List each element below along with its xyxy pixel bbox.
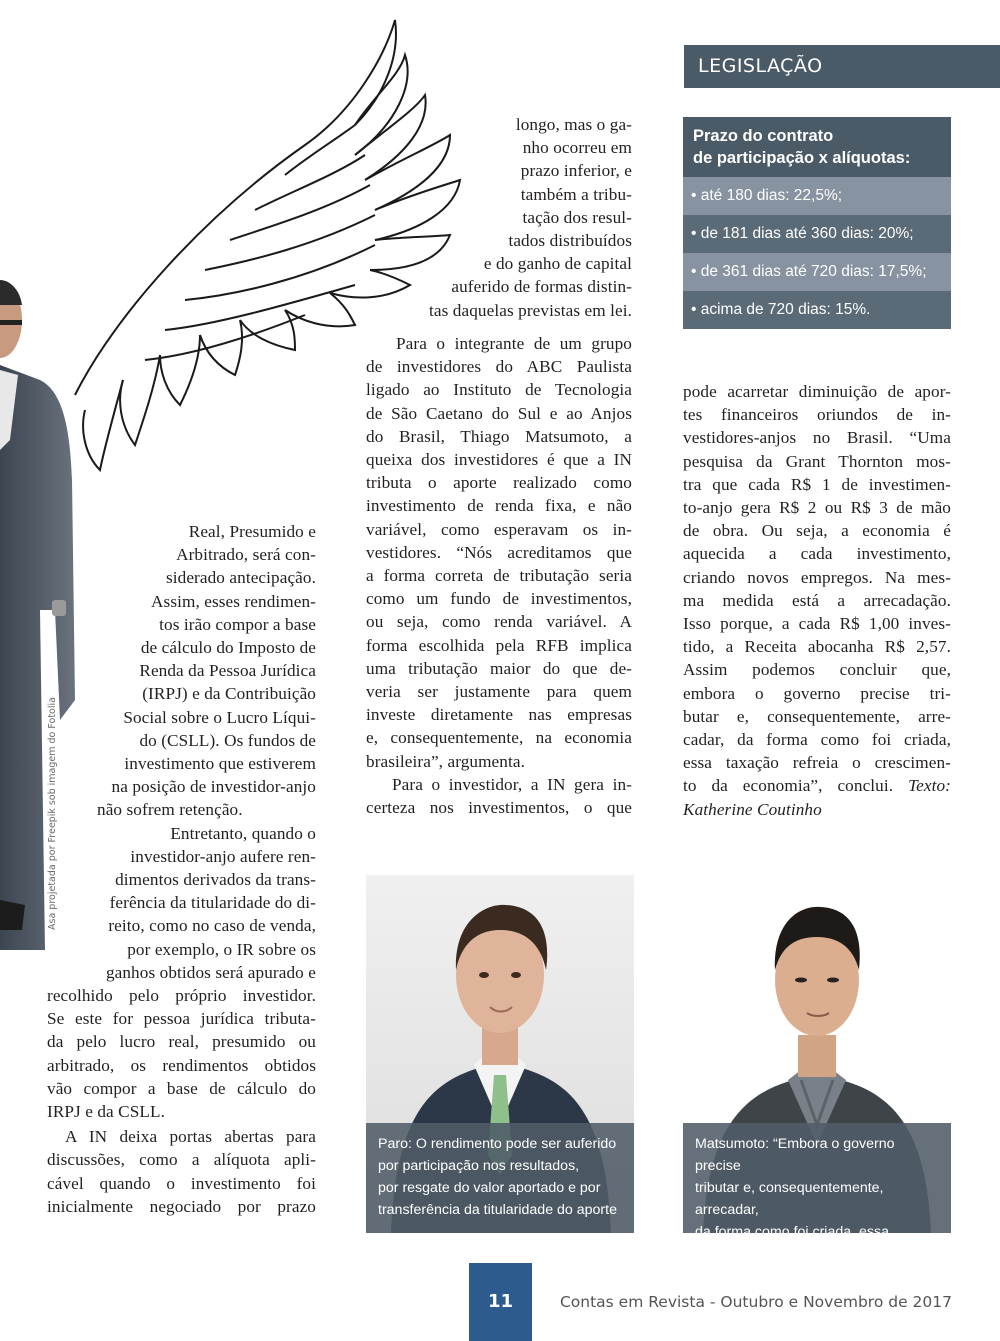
text-line: IRPJ e da CSLL. (47, 1102, 165, 1122)
photo-paro (366, 875, 634, 1233)
text-line: Real, Presumido e (188, 522, 316, 541)
caption-matsumoto (683, 1123, 951, 1284)
text-line: auferido de formas distin- (451, 277, 632, 297)
text-line: ou seja, como renda variável. A (366, 612, 632, 632)
footer-publication: Contas em Revista - Outubro e Novembro de 2017 (559, 1293, 952, 1311)
text-line: tributa o aporte realizado como (366, 473, 632, 493)
text-line: tra que cada R$ 1 de investimen- (683, 474, 951, 494)
tax-rate-row: • de 181 dias até 360 dias: 20%; (683, 215, 951, 253)
text-line: de cálculo do Imposto de (140, 638, 316, 658)
caption-line: Matsumoto: “Embora o governo precise (695, 1136, 895, 1174)
text-line: cável quando o investimento foi (47, 1173, 316, 1193)
text-line: e do ganho de capital (483, 254, 632, 274)
caption-line: tributar e, consequentemente, arrecadar, (695, 1180, 884, 1218)
text-line: A IN deixa portas abertas para (65, 1127, 316, 1147)
text-line: Renda da Pessoa Jurídica (139, 661, 316, 681)
text-line: tados distribuídos (508, 231, 632, 251)
text-line: e, consequentemente, na economia (366, 728, 632, 748)
text-line: de São Caetano do Sul e ao Anjos (366, 403, 632, 423)
article-column-left (47, 520, 316, 1218)
text-line: investe diretamente nas empresas (366, 705, 632, 725)
caption-line: Paro: O rendimento pode ser auferido (378, 1136, 617, 1152)
text-line: Isso porque, a cada R$ 1,00 inves- (683, 614, 951, 634)
text-line: arbitrado, os rendimentos obtidos (47, 1055, 316, 1075)
byline (683, 798, 951, 821)
caption-line: transferência da titularidade do aporte (378, 1202, 617, 1218)
text-line: investimento de renda fixa, e não (366, 496, 632, 516)
tax-rate-row: • até 180 dias: 22,5%; (683, 177, 951, 215)
text-line: embora o governo precise tri- (683, 683, 951, 703)
text-line: ferência da titularidade do di- (109, 893, 316, 913)
text-line: vestidores. “Nós acreditamos que (366, 542, 632, 562)
text-line: to-anjo gera R$ 2 ou R$ 3 de mão (683, 498, 951, 518)
text-line: tas daquelas previstas em lei. (429, 300, 632, 320)
caption-line: por resgate do valor aportado e por (378, 1180, 601, 1196)
text-line: inicialmente negociado por prazo (47, 1196, 316, 1216)
text-line: na posição de investidor-anjo (111, 777, 316, 797)
text-line: Social sobre o Lucro Líqui- (123, 707, 316, 727)
tax-rate-title-line: Prazo do contrato (693, 127, 834, 145)
text-line (683, 774, 951, 797)
text-line: Assim podemos concluir que, (683, 660, 951, 680)
text-line: Assim, esses rendimen- (151, 591, 316, 611)
text-line: Arbitrado, será con- (176, 545, 316, 565)
text-line: como um fundo de investimentos, (366, 589, 632, 609)
photo-matsumoto (683, 875, 951, 1284)
text-line: prazo inferior, e (520, 161, 632, 181)
tax-rate-box-title (683, 117, 951, 177)
text-line: ligado ao Instituto de Tecnologia (366, 380, 632, 400)
text-line: investimento que estiverem (124, 754, 316, 774)
text-line: a forma correta de tributação seria (366, 566, 632, 586)
article-column-right (683, 380, 951, 821)
text-line: nho ocorreu em (522, 138, 632, 158)
caption-line: por participação nos resultados, (378, 1158, 580, 1174)
text-line: tos irão compor a base (159, 614, 316, 634)
caption-line: da forma como foi criada, essa taxação (695, 1224, 889, 1262)
text-line: Para o investidor, a IN gera in- (392, 774, 632, 794)
tax-rate-row: • de 361 dias até 720 dias: 17,5%; (683, 253, 951, 291)
text-line: de investidores do ABC Paulista (366, 357, 632, 377)
text-line: tido, a Receita abocanha R$ 2,57. (683, 637, 951, 657)
text-line: não sofrem retenção. (97, 800, 243, 820)
text-line: queixa dos investidores é que a IN (366, 450, 632, 470)
text-line: (IRPJ) e da Contribuição (142, 684, 316, 704)
caption-paro (366, 1123, 634, 1233)
tax-rate-row: • acima de 720 dias: 15%. (683, 291, 951, 329)
text-line: forma escolhida pela RFB implica (366, 635, 632, 655)
byline-label: Texto: (908, 776, 951, 796)
byline-author: Katherine Coutinho (683, 799, 822, 819)
text-line-end: to da economia”, conclui. (683, 776, 894, 796)
text-line: Se este for pessoa jurídica tributa- (47, 1009, 316, 1029)
article-column-middle-top (366, 113, 632, 322)
text-line: certeza nos investimentos, o que (366, 798, 632, 818)
text-line: Para o integrante de um grupo (396, 334, 632, 353)
text-line: criando novos empregos. Na mes- (683, 567, 951, 587)
text-line: aquecida a cada investimento, (683, 544, 951, 564)
article-column-middle (366, 332, 632, 819)
text-line: tação dos resul- (522, 207, 632, 227)
text-line: vestidores-anjos no Brasil. “Uma (683, 428, 951, 448)
text-line: longo, mas o ga- (515, 115, 632, 134)
text-line: por exemplo, o IR sobre os (127, 939, 316, 959)
text-line: pode acarretar diminuição de apor- (683, 382, 951, 401)
text-line: vão compor a base de cálculo do (47, 1078, 316, 1098)
section-label: LEGISLAÇÃO (684, 45, 1000, 88)
text-line: cadar, da forma como foi criada, (683, 730, 951, 750)
page-number: 11 (469, 1263, 532, 1341)
text-line: Entretanto, quando o (170, 823, 316, 843)
text-line: discussões, como a alíquota apli- (47, 1150, 316, 1170)
text-line: de obra. Ou seja, a economia é (683, 521, 951, 541)
text-line: brasileira”, argumenta. (366, 751, 525, 771)
text-line: butar e, consequentemente, arre- (683, 706, 951, 726)
text-line: do (CSLL). Os fundos de (139, 730, 316, 750)
text-line: ma medida está a arrecadação. (683, 590, 951, 610)
text-line: variável, como esperavam os in- (366, 519, 632, 539)
text-line: reito, como no caso de venda, (108, 916, 316, 936)
text-line: essa taxação refreia o crescimen- (683, 753, 951, 773)
text-line: uma tributação maior do que de- (366, 658, 632, 678)
caption-line: refreia o crescimento da economia” (695, 1268, 918, 1284)
text-line: também a tribu- (520, 184, 632, 204)
text-line: siderado antecipação. (165, 568, 316, 588)
tax-rate-box (683, 117, 951, 329)
text-line: ganhos obtidos será apurado e (105, 962, 316, 982)
text-line: do Brasil, Thiago Matsumoto, a (366, 426, 632, 446)
text-line: pesquisa da Grant Thornton mos- (683, 451, 951, 471)
text-line: dimentos derivados da trans- (115, 870, 316, 890)
text-line: tes financeiros oriundos de in- (683, 405, 951, 425)
tax-rate-title-line: de participação x alíquotas: (693, 149, 911, 167)
text-line: investidor-anjo aufere ren- (130, 846, 316, 866)
text-line: da pelo lucro real, presumido ou (47, 1032, 316, 1052)
photo-credit: Asa projetada por Freepik sob imagem do Fotolia (47, 697, 58, 930)
text-line: veria ser justamente para quem (366, 682, 632, 702)
text-line: recolhido pelo próprio investidor. (47, 986, 316, 1006)
